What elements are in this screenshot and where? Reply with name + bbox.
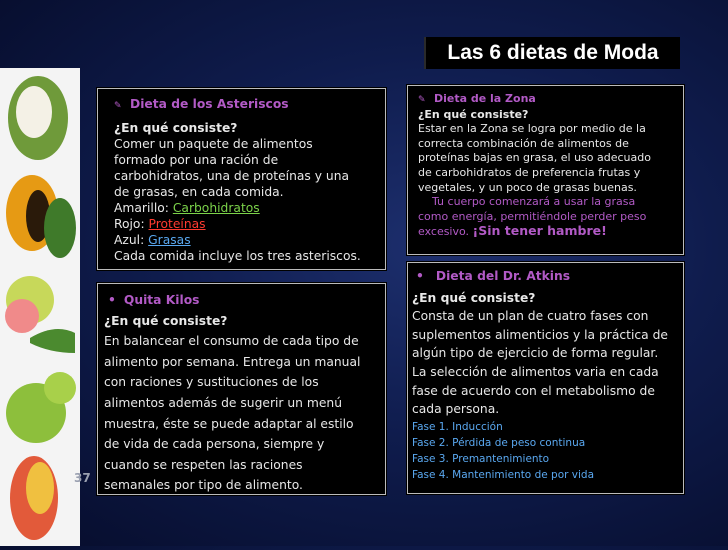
asteriscos-header (114, 96, 385, 114)
bullet-dot: • (108, 293, 116, 307)
atkins-line: algún tipo de ejercicio de forma regular. (412, 346, 659, 361)
asteriscos-line: de grasas, en cada comida. (114, 185, 284, 199)
rojo-label: Rojo: (114, 217, 145, 231)
kilos-line: cuando se respeten las raciones (104, 457, 303, 472)
bullet-icon: ✎ (114, 101, 122, 111)
amarillo-row (114, 200, 385, 216)
azul-label: Azul: (114, 233, 145, 247)
kilos-line: alimento por semana. Entrega un manual (104, 354, 361, 369)
fruit-image-strip (0, 68, 80, 546)
atkins-line: Consta de un plan de cuatro fases con (412, 309, 649, 324)
atkins-phase: Fase 2. Pérdida de peso continua (412, 436, 586, 449)
kilos-line: En balancear el consumo de cada tipo de (104, 334, 359, 349)
zona-last-row (418, 224, 683, 240)
atkins-line: La selección de alimentos varia en cada (412, 364, 659, 379)
zona-line: de carbohidratos de preferencia frutas y (418, 165, 641, 179)
kilos-header (104, 290, 385, 311)
atkins-panel (407, 262, 684, 494)
atkins-line: fase de acuerdo con el metabolismo de (412, 383, 655, 398)
zona-question: ¿En qué consiste? (418, 107, 529, 121)
zona-line2: Tu cuerpo comenzará a usar la grasa (432, 195, 636, 209)
bullet-icon: ✎ (418, 95, 426, 105)
amarillo-value: Carbohidratos (172, 201, 260, 215)
bullet-dot: • (416, 269, 424, 283)
asteriscos-question: ¿En qué consiste? (114, 121, 238, 135)
zona-header (418, 92, 683, 108)
atkins-phase: Fase 4. Mantenimiento de por vida (412, 468, 595, 481)
azul-row (114, 232, 385, 248)
papaya-image (6, 175, 76, 258)
atkins-header (412, 267, 683, 286)
atkins-line: suplementos alimenticios y la práctica de (412, 327, 668, 342)
zona-line: proteínas bajas en grasa, el uso adecuado (418, 151, 651, 165)
zona-line2: como energía, permitiéndole perder peso (418, 209, 647, 223)
zona-header-label: Dieta de la Zona (434, 92, 536, 105)
asteriscos-closing: Cada comida incluye los tres asteriscos. (114, 249, 361, 263)
rojo-value: Proteínas (148, 217, 206, 231)
kilos-line: de vida de cada persona, siempre y (104, 437, 325, 452)
page-number: 37 (74, 471, 91, 485)
zona-panel (407, 85, 684, 255)
asteriscos-line: Comer un paquete de alimentos (114, 137, 313, 151)
fruit-illustrations (0, 68, 80, 546)
asteriscos-panel (97, 88, 386, 270)
atkins-line: cada persona. (412, 402, 500, 417)
amarillo-label: Amarillo: (114, 201, 169, 215)
kilos-line: muestra, éste se puede adaptar al estilo (104, 416, 354, 431)
azul-value: Grasas (148, 233, 191, 247)
rojo-row (114, 216, 385, 232)
kilos-line: alimentos además de sugerir un menú (104, 395, 343, 410)
zona-line: Estar en la Zona se logra por medio de la (418, 122, 646, 136)
kilos-question: ¿En qué consiste? (104, 313, 228, 328)
kilos-header-label: Quita Kilos (123, 293, 200, 307)
zona-line: vegetales, y un poco de grasas buenas. (418, 180, 637, 194)
page-title: Las 6 dietas de Moda (424, 37, 680, 69)
atkins-phase: Fase 1. Inducción (412, 420, 503, 433)
guava-image (5, 276, 75, 353)
mango-image (10, 456, 58, 540)
asteriscos-header-label: Dieta de los Asteriscos (130, 97, 289, 111)
atkins-question: ¿En qué consiste? (412, 290, 536, 305)
kilos-line: con raciones y sustituciones de los (104, 375, 319, 390)
green-fruit-image (6, 372, 76, 443)
kilos-line: semanales por tipo de alimento. (104, 478, 303, 493)
kilos-panel (97, 283, 386, 495)
asteriscos-line: formado por una ración de (114, 153, 279, 167)
atkins-phase: Fase 3. Premantenimiento (412, 452, 550, 465)
asteriscos-line: carbohidratos, una de proteínas y una (114, 169, 350, 183)
atkins-header-label: Dieta del Dr. Atkins (435, 269, 571, 283)
zona-line: correcta combinación de alimentos de (418, 136, 629, 150)
zona-emphasis: ¡Sin tener hambre! (472, 223, 607, 239)
zona-line2: excesivo. (418, 225, 470, 239)
soursop-image (8, 76, 68, 160)
